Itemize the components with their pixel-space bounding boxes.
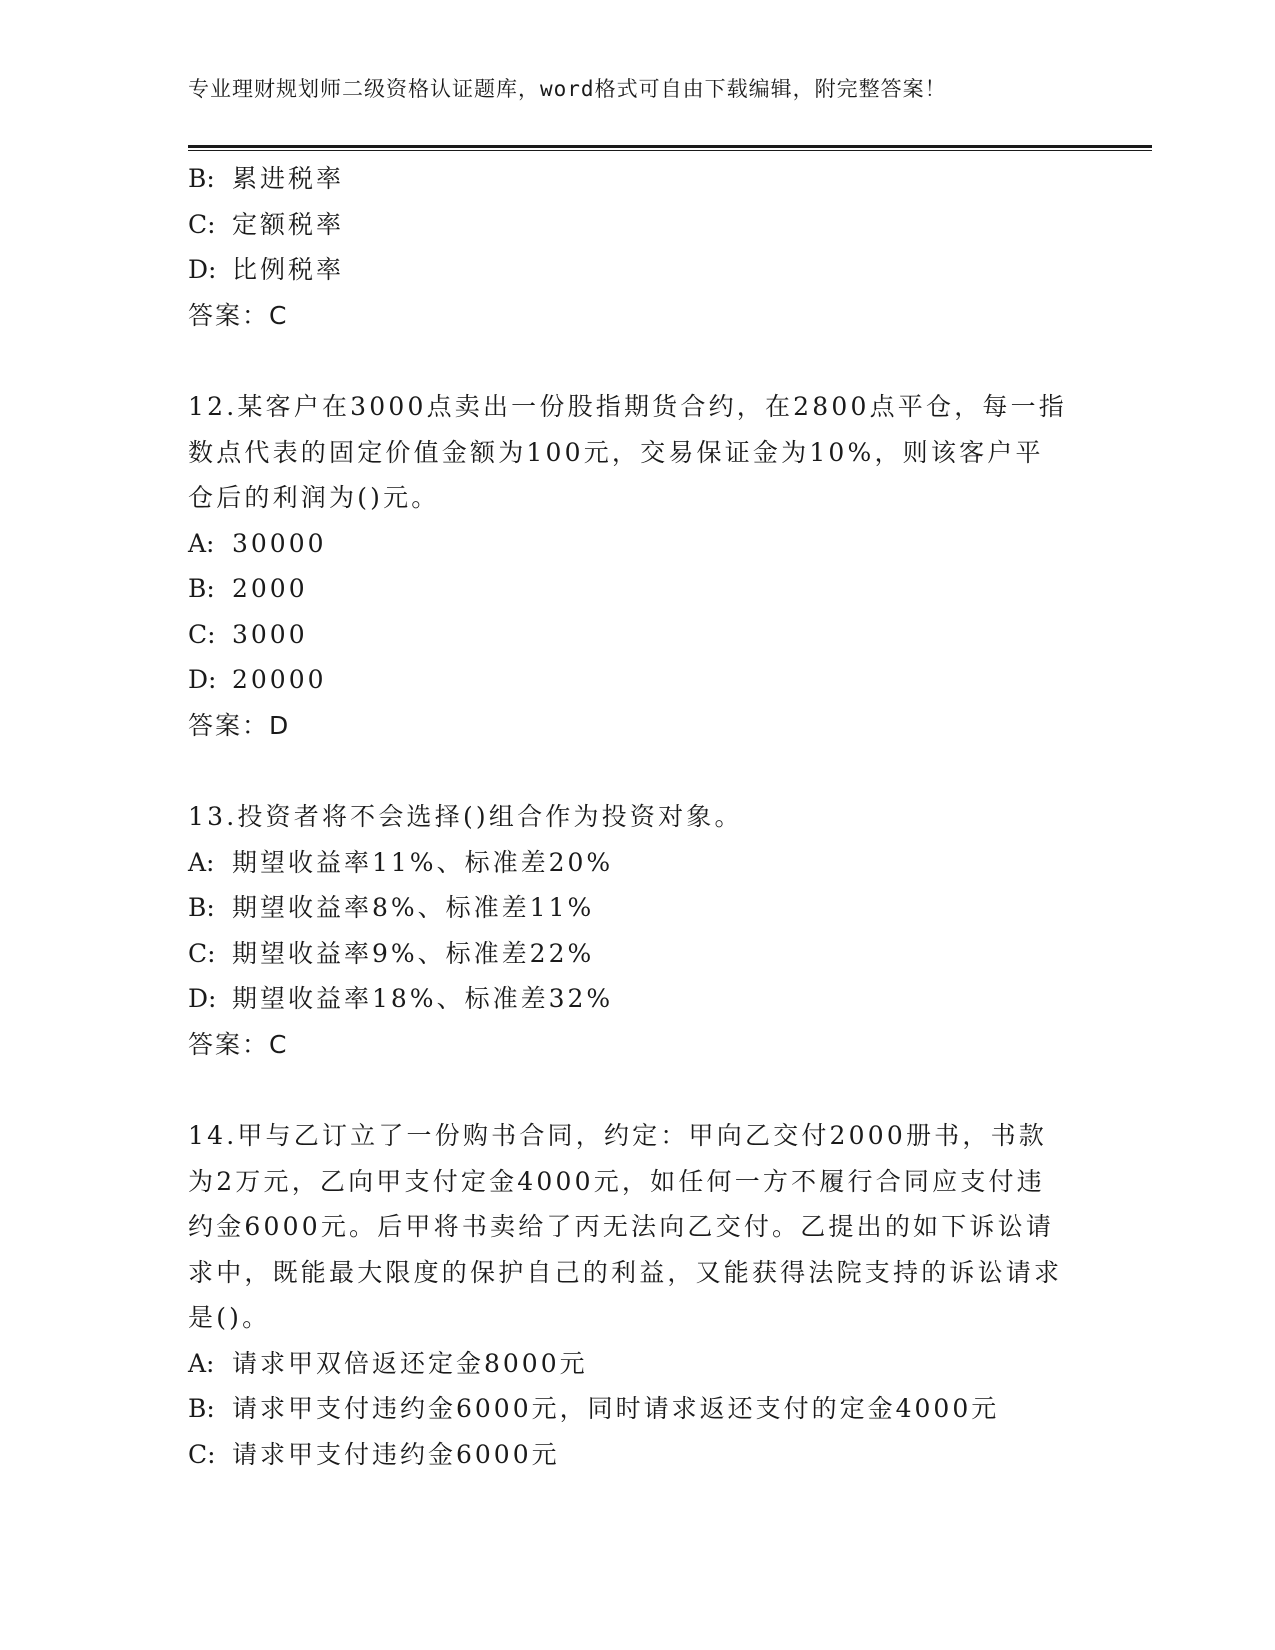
- option-d: [188, 247, 1088, 293]
- option-key: A:: [188, 528, 215, 558]
- option-c: [188, 931, 1088, 977]
- option-b: [188, 1386, 1088, 1432]
- header-rule: [188, 145, 1152, 151]
- option-text: 20000: [232, 665, 327, 694]
- spacer: [188, 748, 1088, 794]
- option-key: B:: [188, 1394, 215, 1423]
- option-text: 期望收益率18%、标准差32%: [232, 984, 614, 1013]
- option-key: D:: [188, 255, 217, 284]
- option-key: C:: [188, 938, 216, 968]
- option-text: 2000: [232, 574, 308, 603]
- document-body: [188, 156, 1088, 1477]
- option-key: C:: [188, 209, 216, 239]
- question-stem: 13.投资者将不会选择()组合作为投资对象。: [188, 802, 743, 831]
- option-b: [188, 156, 1088, 202]
- option-text: 3000: [232, 619, 308, 649]
- option-key: C:: [188, 619, 216, 649]
- option-text: 累进税率: [232, 164, 345, 193]
- option-text: 期望收益率8%、标准差11%: [232, 893, 595, 922]
- option-text: 30000: [232, 528, 327, 558]
- option-text: 请求甲支付违约金6000元，同时请求返还支付的定金4000元: [232, 1394, 1000, 1423]
- option-key: A:: [188, 847, 215, 877]
- answer-line: 答案：C: [188, 300, 289, 330]
- page-header: 专业理财规划师二级资格认证题库，word格式可自由下载编辑，附完整答案！: [188, 77, 947, 101]
- option-text: 比例税率: [232, 255, 345, 284]
- option-a: [188, 1341, 1088, 1387]
- question-14: [188, 1113, 1088, 1477]
- option-key: B:: [188, 164, 215, 193]
- option-key: C:: [188, 1439, 216, 1469]
- option-text: 期望收益率9%、标准差22%: [232, 938, 595, 968]
- question-11-continuation: [188, 156, 1088, 338]
- option-key: D:: [188, 984, 217, 1013]
- option-text: 请求甲双倍返还定金8000元: [232, 1348, 588, 1378]
- option-c: [188, 612, 1088, 658]
- option-d: [188, 976, 1088, 1022]
- option-key: B:: [188, 574, 215, 603]
- spacer: [188, 338, 1088, 384]
- option-text: 定额税率: [232, 209, 345, 239]
- question-13: [188, 794, 1088, 1067]
- option-a: [188, 521, 1088, 567]
- spacer: [188, 1067, 1088, 1113]
- question-12: [188, 384, 1088, 748]
- option-c: [188, 1432, 1088, 1478]
- answer-line: 答案：D: [188, 710, 291, 740]
- option-b: [188, 566, 1088, 612]
- option-c: [188, 202, 1088, 248]
- option-key: B:: [188, 893, 215, 922]
- option-d: [188, 657, 1088, 703]
- option-a: [188, 840, 1088, 886]
- question-stem: 14.甲与乙订立了一份购书合同，约定：甲向乙交付2000册书，书款为2万元，乙向甲支付定金4000元，如任何一方不履行合同应支付违约金6000元。后甲将书卖给了丙无法向乙交付。乙提出的如下诉讼请求中，既能最大限度的保护自己的利益，又能获得法院支持的诉讼请求是()。: [188, 1121, 1063, 1332]
- option-key: A:: [188, 1348, 215, 1378]
- answer-line: 答案：C: [188, 1029, 289, 1059]
- option-text: 期望收益率11%、标准差20%: [232, 847, 614, 877]
- question-stem: 12.某客户在3000点卖出一份股指期货合约，在2800点平仓，每一指数点代表的固定价值金额为100元，交易保证金为10%，则该客户平仓后的利润为()元。: [188, 392, 1068, 512]
- option-text: 请求甲支付违约金6000元: [232, 1439, 560, 1469]
- option-b: [188, 885, 1088, 931]
- option-key: D:: [188, 665, 217, 694]
